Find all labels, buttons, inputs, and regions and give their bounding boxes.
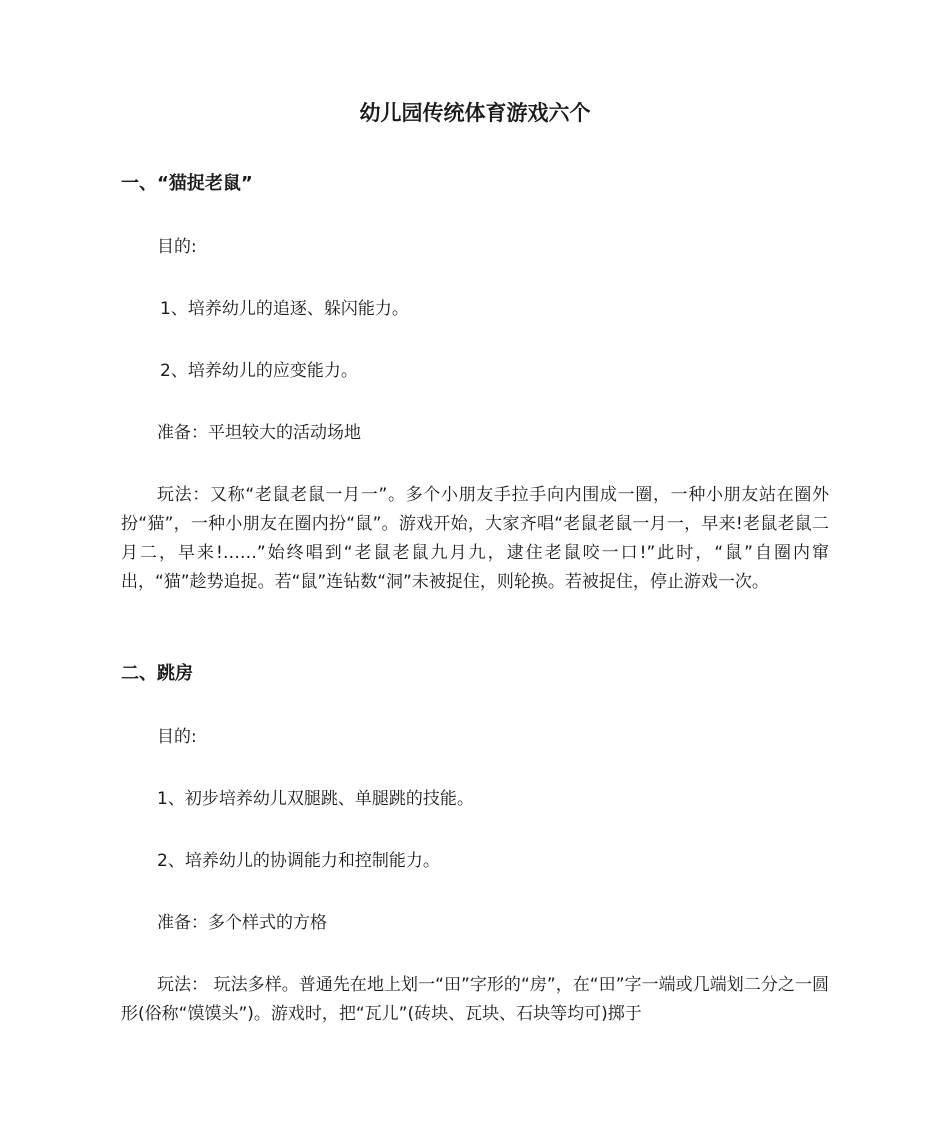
play-description: 玩法：又称“老鼠老鼠一月一”。多个小朋友手拉手向内围成一圈，一种小朋友站在圈外扮“猫”，一种小朋友在圈内扮“鼠”。游戏开始，大家齐唱“老鼠老鼠一月一，早来!老鼠老鼠二月二，早来!……”始终唱到“老鼠老鼠九月九，逮住老鼠咬一口!”此时，“鼠”自圈内窜出，“猫”趁势追捉。若“鼠”连钻数“洞”未被捉住，则轮换。若被捉住，停止游戏一次。	[121, 485, 829, 592]
section-heading-hopscotch: 二、跳房	[121, 663, 193, 684]
section-heading-cat-mouse: 一、“猫捉老鼠”	[121, 173, 253, 194]
goal-item: 1、培养幼儿的追逐、躲闪能力。	[160, 299, 409, 319]
preparation-text: 准备：多个样式的方格	[157, 913, 327, 933]
play-description: 玩法： 玩法多样。普通先在地上划一“田”字形的“房”，在“田”字一端或几端划二分之一圆形(俗称“馍馍头”)。游戏时，把“瓦儿”(砖块、瓦块、石块等均可)掷于	[121, 975, 829, 1024]
goal-item: 2、培养幼儿的应变能力。	[160, 361, 358, 381]
goal-item: 1、初步培养幼儿双腿跳、单腿跳的技能。	[157, 789, 474, 809]
goal-item: 2、培养幼儿的协调能力和控制能力。	[157, 851, 440, 871]
preparation-text: 准备：平坦较大的活动场地	[157, 423, 361, 443]
purpose-label: 目的:	[157, 727, 197, 747]
purpose-label: 目的:	[157, 237, 197, 257]
document-title: 幼儿园传统体育游戏六个	[359, 101, 591, 125]
